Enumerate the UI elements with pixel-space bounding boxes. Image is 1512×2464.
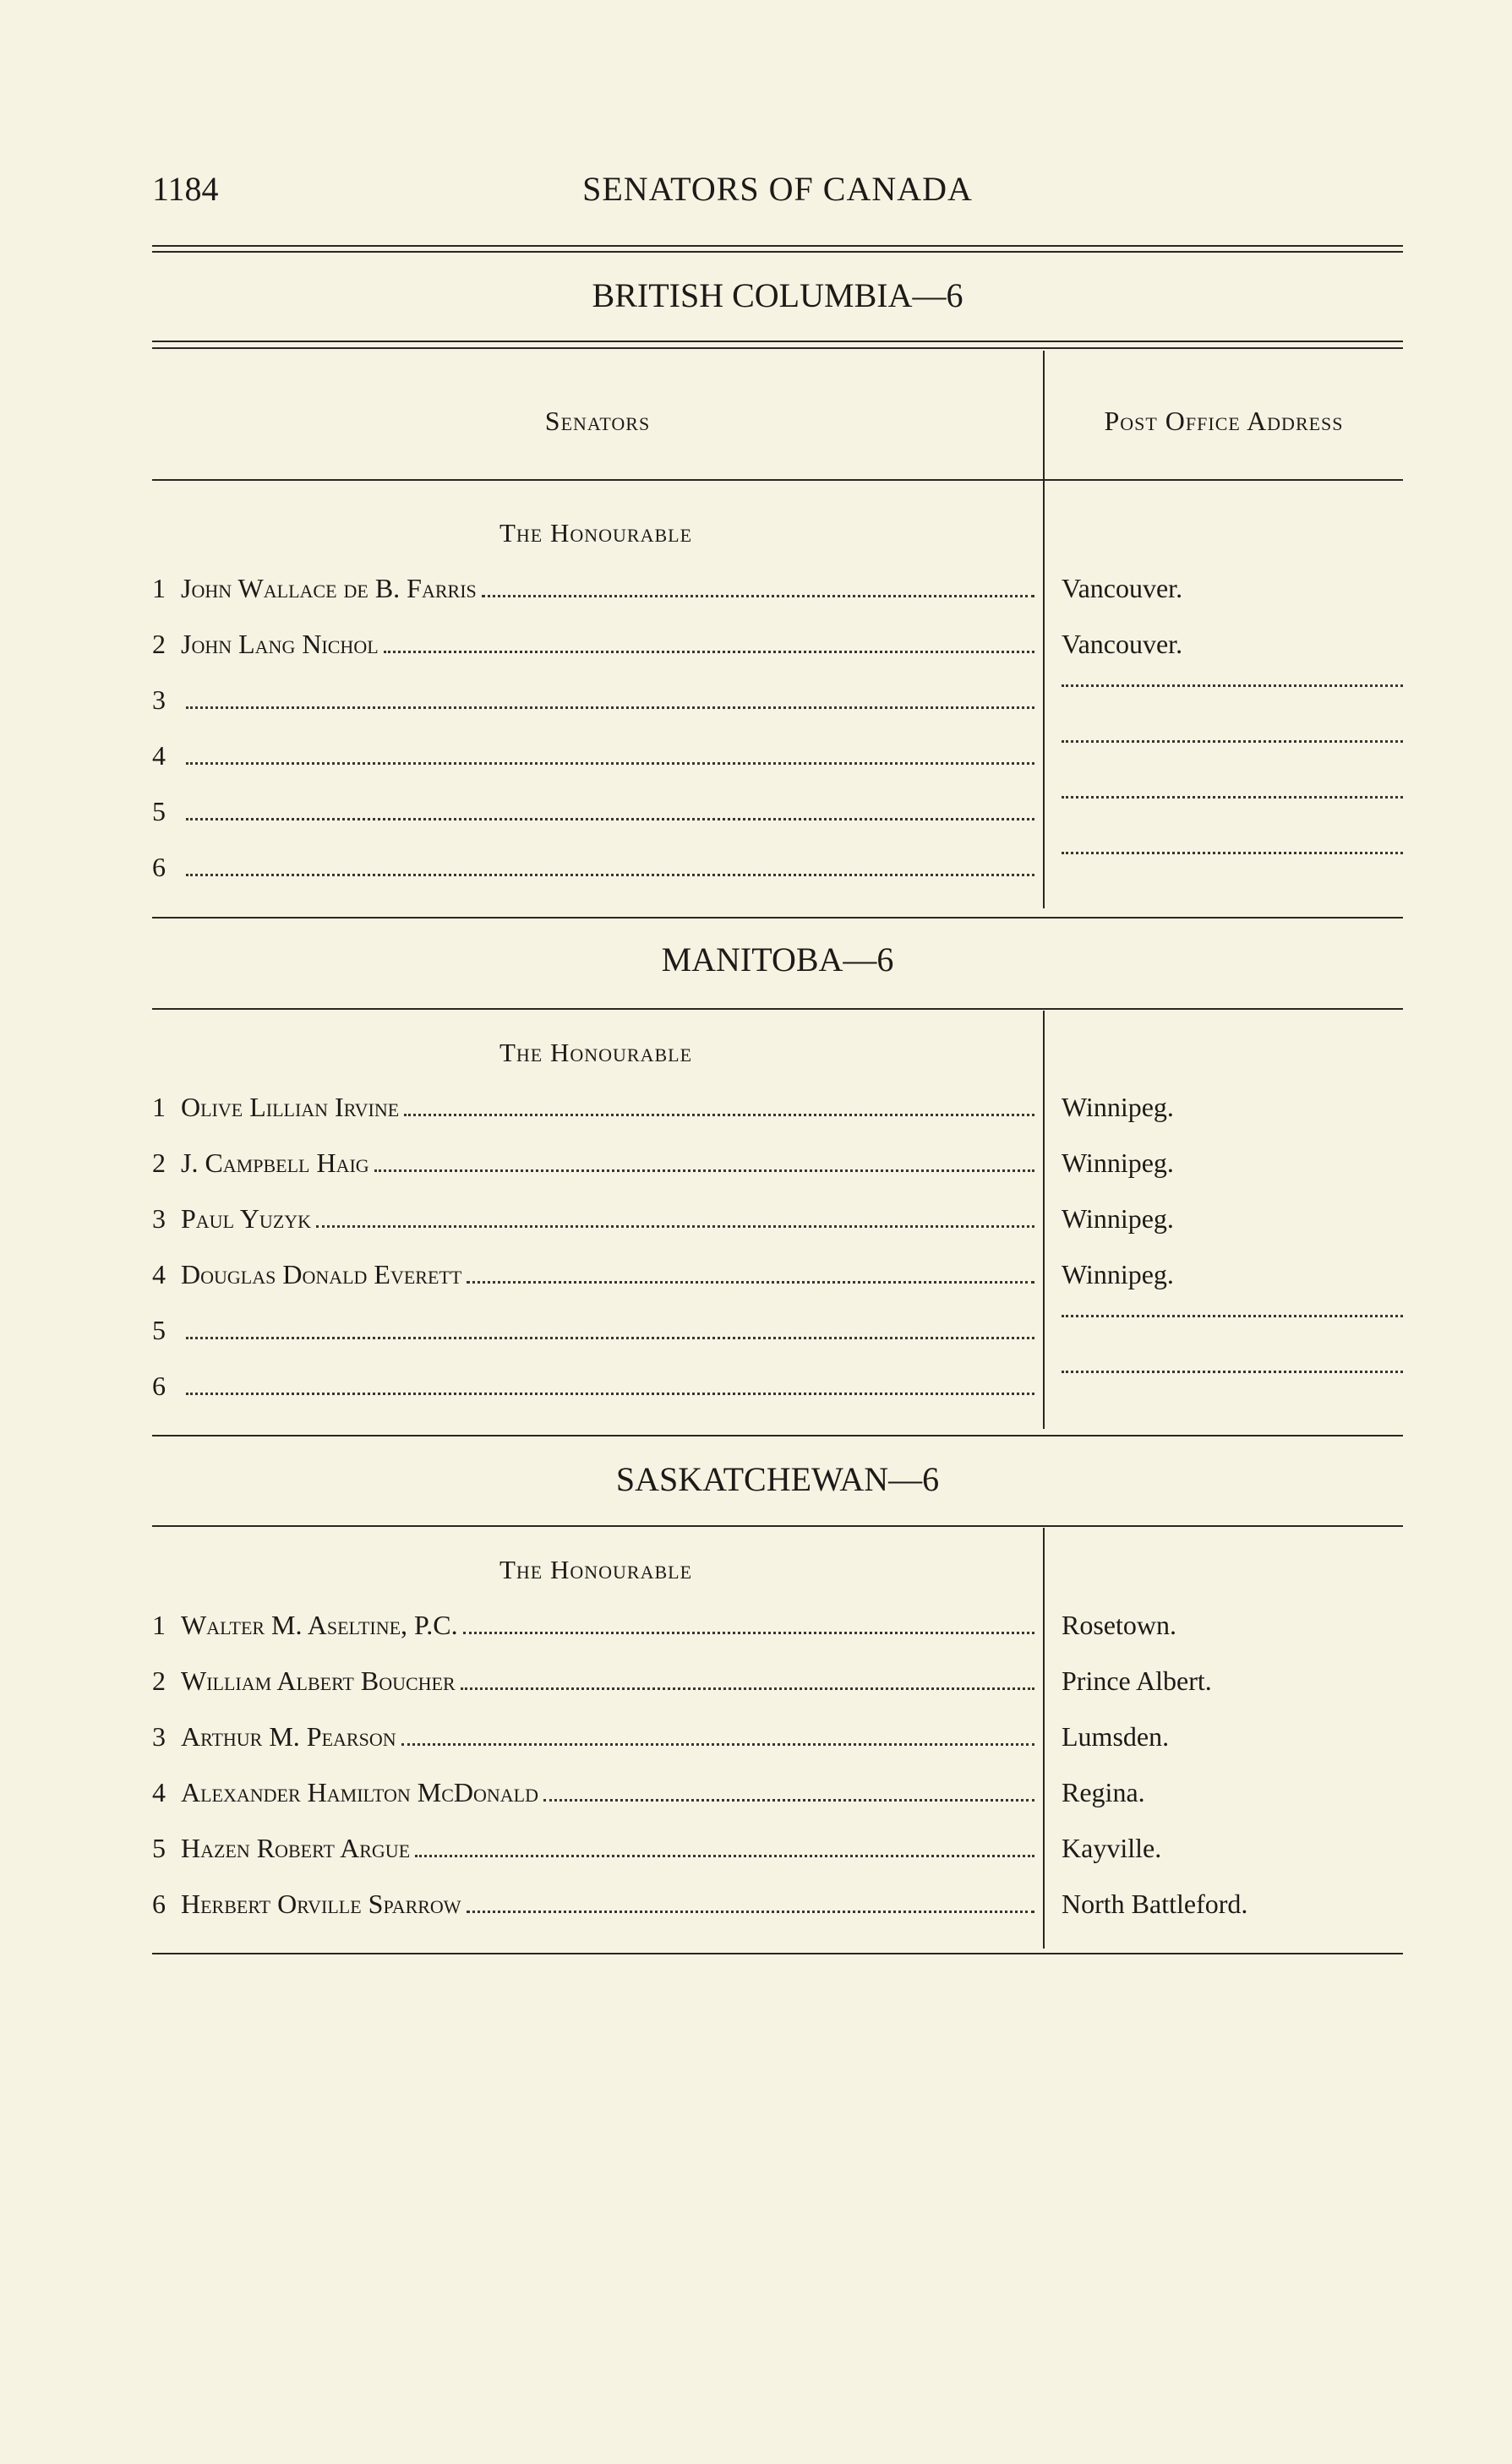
address-text: Regina. <box>1062 1777 1145 1807</box>
honourable-label: The Honourable <box>499 1555 693 1584</box>
address-cell-vacant <box>1062 684 1403 718</box>
address-cell <box>1062 1259 1403 1293</box>
senator-row <box>152 1665 1040 1699</box>
running-header <box>152 169 1403 220</box>
senator-row-vacant <box>152 852 1040 886</box>
senator-row <box>152 1833 1040 1867</box>
senator-name: William Albert Boucher <box>181 1665 456 1696</box>
header-rule-bottom <box>152 251 1403 253</box>
senator-row-vacant <box>152 1315 1040 1349</box>
row-number: 6 <box>152 1889 166 1919</box>
senator-row <box>152 1148 1040 1181</box>
row-number: 3 <box>152 1721 166 1752</box>
section-title-saskatchewan: SASKATCHEWAN—6 <box>615 1460 940 1498</box>
section-rule-bottom <box>152 347 1403 349</box>
dot-leader <box>316 1225 1034 1228</box>
senator-row <box>152 1777 1040 1811</box>
row-number: 6 <box>152 1371 166 1401</box>
senator-row <box>152 573 1040 607</box>
dot-leader <box>1062 1371 1403 1373</box>
dot-leader <box>1062 852 1403 854</box>
dot-leader <box>467 1281 1034 1284</box>
senator-row-vacant <box>152 796 1040 830</box>
address-text: Winnipeg. <box>1062 1092 1174 1122</box>
address-text: Vancouver. <box>1062 629 1183 659</box>
address-text: North Battleford. <box>1062 1889 1248 1919</box>
dot-leader <box>415 1855 1034 1857</box>
section-title-british-columbia: BRITISH COLUMBIA—6 <box>592 276 963 314</box>
senator-row <box>152 1721 1040 1755</box>
address-text: Winnipeg. <box>1062 1203 1174 1234</box>
address-text: Winnipeg. <box>1062 1148 1174 1178</box>
address-cell <box>1062 573 1403 607</box>
address-cell <box>1062 629 1403 662</box>
senator-name: J. Campbell Haig <box>181 1148 369 1178</box>
section-end-rule <box>152 1953 1403 1954</box>
senator-name: Hazen Robert Argue <box>181 1833 411 1863</box>
column-divider <box>1043 1011 1045 1429</box>
row-number: 5 <box>152 1315 166 1345</box>
dot-leader <box>467 1911 1034 1913</box>
dot-leader <box>186 818 1034 820</box>
row-number: 1 <box>152 1092 166 1122</box>
address-cell-vacant <box>1062 1371 1403 1404</box>
column-header-address: Post Office Address <box>1104 406 1344 436</box>
section-rule <box>152 1525 1403 1527</box>
dot-leader <box>186 706 1034 709</box>
dot-leader <box>186 762 1034 765</box>
address-cell <box>1062 1889 1403 1922</box>
senator-row <box>152 1610 1040 1644</box>
address-cell <box>1062 1148 1403 1181</box>
dot-leader <box>543 1799 1034 1802</box>
column-header-rule <box>152 479 1403 481</box>
address-cell <box>1062 1203 1403 1237</box>
senator-row <box>152 1203 1040 1237</box>
dot-leader <box>482 595 1034 597</box>
address-text: Lumsden. <box>1062 1721 1170 1752</box>
senator-name: Douglas Donald Everett <box>181 1259 462 1289</box>
senator-row <box>152 629 1040 662</box>
row-number: 3 <box>152 1203 166 1234</box>
row-number: 3 <box>152 684 166 715</box>
senator-name: John Wallace de B. Farris <box>181 573 477 603</box>
address-text: Kayville. <box>1062 1833 1162 1863</box>
section-end-rule <box>152 1435 1403 1436</box>
address-cell <box>1062 1665 1403 1699</box>
dot-leader <box>186 1337 1034 1339</box>
column-divider <box>1043 1528 1045 1949</box>
dot-leader <box>186 1393 1034 1395</box>
row-number: 1 <box>152 1610 166 1640</box>
column-header-senators: Senators <box>544 406 651 436</box>
dot-leader <box>1062 796 1403 799</box>
senator-name: Arthur M. Pearson <box>181 1721 396 1752</box>
row-number: 5 <box>152 1833 166 1863</box>
dot-leader <box>1062 684 1403 687</box>
row-number: 2 <box>152 1148 166 1178</box>
header-rule-top <box>152 245 1403 247</box>
address-cell-vacant <box>1062 852 1403 886</box>
address-cell-vacant <box>1062 740 1403 774</box>
dot-leader <box>1062 1315 1403 1317</box>
address-cell <box>1062 1721 1403 1755</box>
row-number: 4 <box>152 1777 166 1807</box>
row-number: 4 <box>152 740 166 771</box>
dot-leader <box>401 1743 1034 1746</box>
section-rule <box>152 1008 1403 1010</box>
address-cell <box>1062 1777 1403 1811</box>
row-number: 2 <box>152 629 166 659</box>
honourable-label: The Honourable <box>499 1038 693 1067</box>
senator-row <box>152 1889 1040 1922</box>
section-rule-top <box>152 341 1403 342</box>
row-number: 4 <box>152 1259 166 1289</box>
row-number: 5 <box>152 796 166 826</box>
senator-name: Alexander Hamilton McDonald <box>181 1777 538 1807</box>
senator-name: John Lang Nichol <box>181 629 379 659</box>
address-text: Rosetown. <box>1062 1610 1176 1640</box>
address-cell <box>1062 1833 1403 1867</box>
senator-name: Herbert Orville Sparrow <box>181 1889 461 1919</box>
dot-leader <box>463 1632 1034 1634</box>
address-text: Prince Albert. <box>1062 1665 1212 1696</box>
dot-leader <box>404 1114 1034 1116</box>
address-cell <box>1062 1092 1403 1126</box>
senator-row <box>152 1259 1040 1293</box>
senator-name: Paul Yuzyk <box>181 1203 312 1234</box>
dot-leader <box>186 874 1034 876</box>
address-cell-vacant <box>1062 1315 1403 1349</box>
section-end-rule <box>152 917 1403 919</box>
dot-leader <box>374 1169 1034 1172</box>
honourable-label: The Honourable <box>499 518 693 548</box>
dot-leader <box>384 651 1034 653</box>
running-title: SENATORS OF CANADA <box>582 170 973 208</box>
senator-row-vacant <box>152 1371 1040 1404</box>
dot-leader <box>461 1687 1034 1690</box>
senator-row <box>152 1092 1040 1126</box>
page-number: 1184 <box>152 170 219 208</box>
row-number: 2 <box>152 1665 166 1696</box>
row-number: 1 <box>152 573 166 603</box>
address-text: Vancouver. <box>1062 573 1183 603</box>
section-title-manitoba: MANITOBA—6 <box>661 940 894 979</box>
dot-leader <box>1062 740 1403 743</box>
address-cell-vacant <box>1062 796 1403 830</box>
row-number: 6 <box>152 852 166 882</box>
senator-name: Olive Lillian Irvine <box>181 1092 400 1122</box>
senator-row-vacant <box>152 684 1040 718</box>
address-cell <box>1062 1610 1403 1644</box>
address-text: Winnipeg. <box>1062 1259 1174 1289</box>
senator-name: Walter M. Aseltine, P.C. <box>181 1610 458 1640</box>
senator-row-vacant <box>152 740 1040 774</box>
